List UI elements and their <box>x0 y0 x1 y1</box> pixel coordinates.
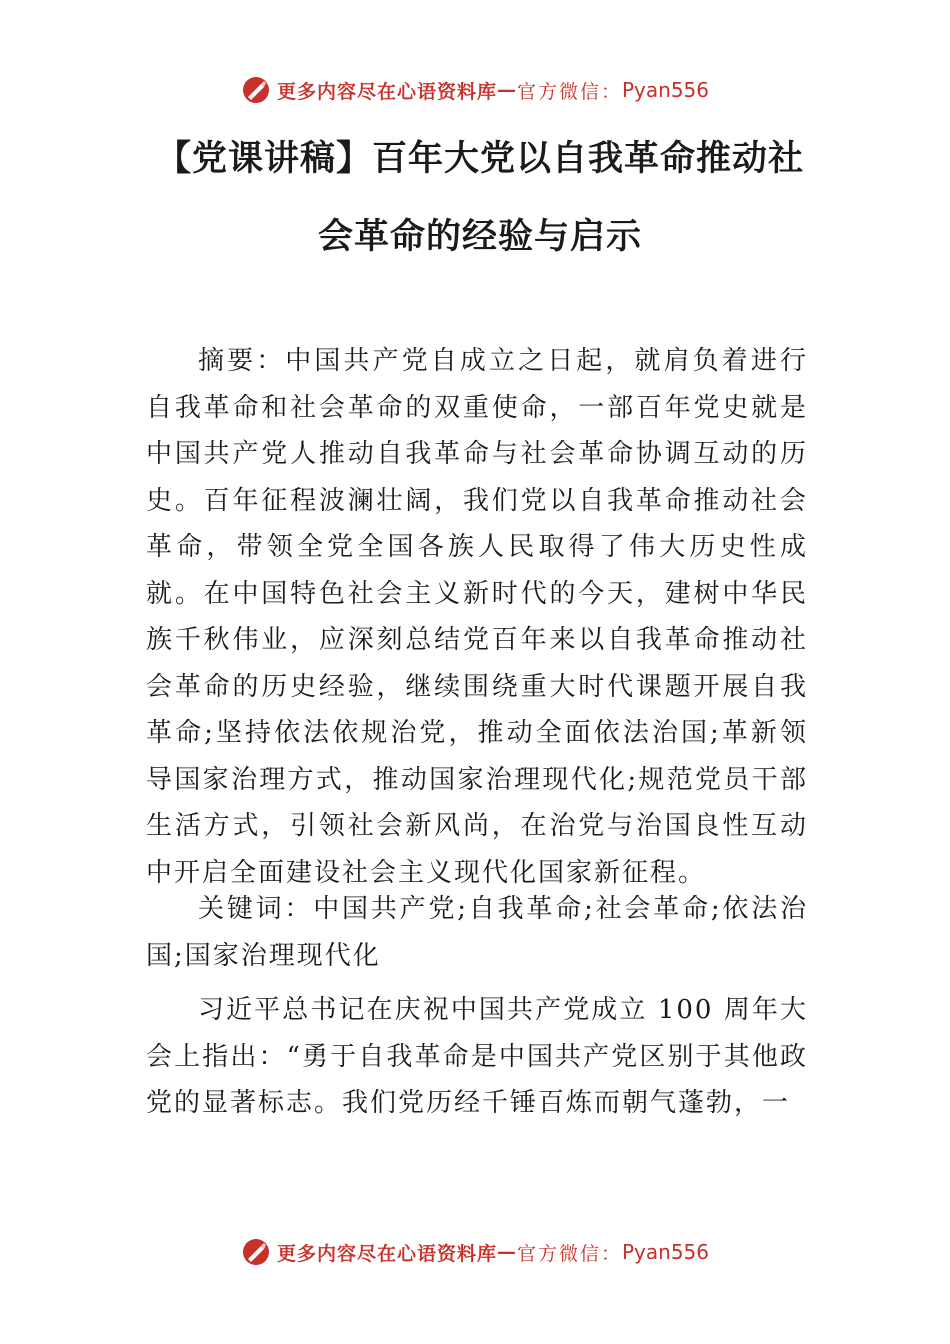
banner-wechat-label: 官方微信： <box>516 1242 622 1265</box>
banner-wechat-id: Pyan556 <box>622 1240 710 1264</box>
banner-wechat-label: 官方微信： <box>516 80 622 103</box>
banner-brand-text: 更多内容尽在心语资料库 <box>276 80 497 103</box>
keywords-paragraph: 关键词：中国共产党;自我革命;社会革命;依法治国;国家治理现代化 <box>146 894 808 971</box>
banner-wechat-id: Pyan556 <box>622 78 710 102</box>
banner-brand-text: 更多内容尽在心语资料库 <box>276 1242 497 1265</box>
banner-separator: — <box>496 79 517 101</box>
abstract-paragraph: 摘要：中国共产党自成立之日起，就肩负着进行自我革命和社会革命的双重使命，一部百年党史就是中国共产党人推动自我革命与社会革命协调互动的历史。百年征程波澜壮阔，我们党以自我革命推动社会革命，带领全党全国各族人民取得了伟大历史性成就。在中国特色社会主义新时代的今天，建树中华民族千秋伟业，应深刻总结党百年来以自我革命推动社会革命的历史经验，继续围绕重大时代课题开展自我革命;坚持依法依规治党，推动全面依法治国;革新领导国家治理方式，推动国家治理现代化;规范党员干部生活方式，引领社会新风尚，在治党与治国良性互动中开启全面建设社会主义现代化国家新征程。 <box>146 346 808 888</box>
pen-logo-icon <box>241 1237 271 1267</box>
document-title: 【党课讲稿】百年大党以自我革命推动社会革命的经验与启示 <box>155 138 804 257</box>
footer-watermark-banner <box>0 1237 950 1267</box>
header-watermark-banner <box>0 75 950 105</box>
body-paragraph: 习近平总书记在庆祝中国共产党成立 100 周年大会上指出：“勇于自我革命是中国共产党区别于其他政党的显著标志。我们党历经千锤百炼而朝气蓬勃，一 <box>146 995 808 1118</box>
banner-separator: — <box>496 1241 517 1263</box>
pen-logo-icon <box>241 75 271 105</box>
